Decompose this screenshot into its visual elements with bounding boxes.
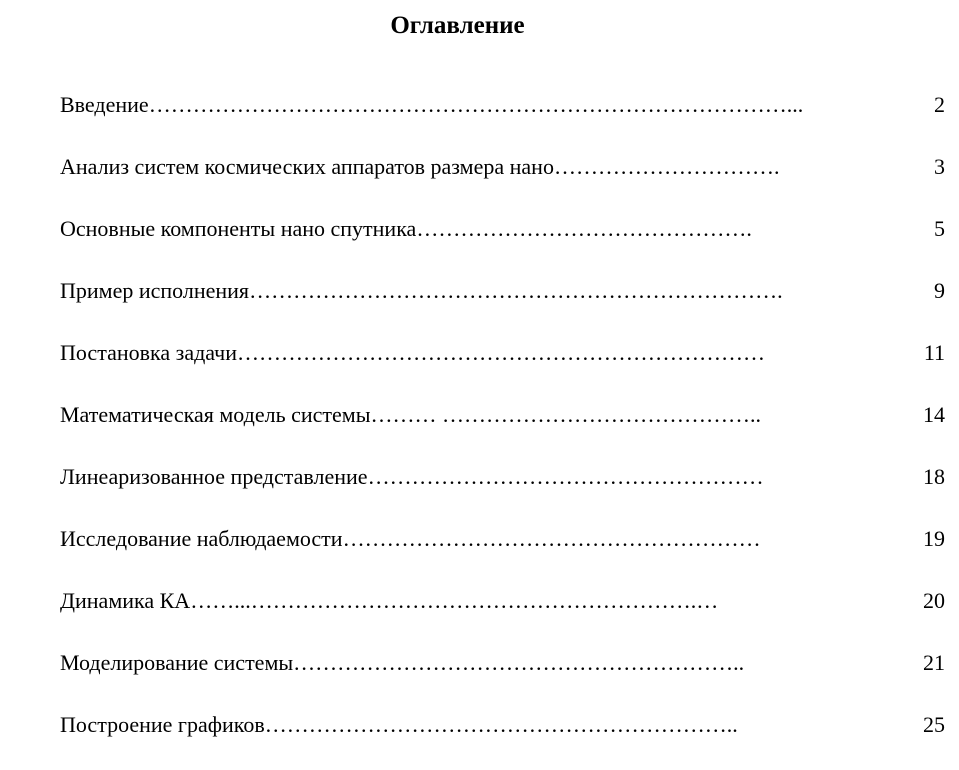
toc-entry-leader: ……… …………………………………….. (370, 402, 762, 427)
toc-entry-page: 14 (923, 402, 945, 427)
toc-entry-label: Линеаризованное представление (60, 464, 368, 489)
page-title: Оглавление (390, 12, 525, 39)
toc-entry-label: Динамика КА (60, 588, 191, 613)
toc-entry (60, 398, 945, 460)
toc-entry-leader: ………………………………………. (416, 216, 752, 241)
toc-entry-page: 18 (923, 464, 945, 489)
toc-entry-page: 21 (923, 650, 945, 675)
toc-entry (60, 522, 945, 584)
toc-entry-leader: ……………………………………………… (367, 464, 764, 489)
toc-entry-page: 9 (934, 278, 945, 303)
toc-entry-page: 3 (934, 154, 945, 179)
toc-entry (60, 150, 945, 212)
table-of-contents (60, 88, 945, 770)
toc-entry (60, 708, 945, 770)
toc-entry (60, 274, 945, 336)
toc-entry-label: Исследование наблюдаемости (60, 526, 343, 551)
toc-entry-label: Основные компоненты нано спутника (60, 216, 417, 241)
toc-entry-page: 20 (923, 588, 945, 613)
toc-entry-label: Пример исполнения (60, 278, 250, 303)
toc-entry-leader: ……...…………………………………………………….… (190, 588, 719, 613)
toc-entry-label: Математическая модель системы (60, 402, 371, 427)
toc-entry-page: 5 (934, 216, 945, 241)
toc-entry-leader: ……………………………………………………………… (237, 340, 765, 365)
toc-entry (60, 88, 945, 150)
toc-entry-label: Постановка задачи (60, 340, 237, 365)
toc-entry-leader: ……………………………………………………………………………... (148, 92, 804, 117)
toc-entry (60, 646, 945, 708)
toc-entry-leader: …………………………. (553, 154, 780, 179)
toc-entry (60, 212, 945, 274)
toc-entry-label: Анализ систем космических аппаратов размера нано (60, 154, 554, 179)
toc-entry-page: 19 (923, 526, 945, 551)
toc-entry (60, 460, 945, 522)
toc-entry-leader: ……………………………………………………….. (264, 712, 738, 737)
toc-entry-page: 11 (923, 340, 945, 365)
toc-entry-leader: ………………………………………………………………. (249, 278, 783, 303)
toc-entry-label: Построение графиков (60, 712, 265, 737)
toc-entry (60, 584, 945, 646)
toc-entry (60, 336, 945, 398)
toc-entry-leader: ………………………………………………… (342, 526, 761, 551)
toc-entry-label: Введение (60, 92, 149, 117)
toc-entry-page: 2 (934, 92, 945, 117)
toc-entry-label: Моделирование системы (60, 650, 294, 675)
toc-entry-leader: …………………………………………………….. (293, 650, 745, 675)
toc-entry-page: 25 (923, 712, 945, 737)
